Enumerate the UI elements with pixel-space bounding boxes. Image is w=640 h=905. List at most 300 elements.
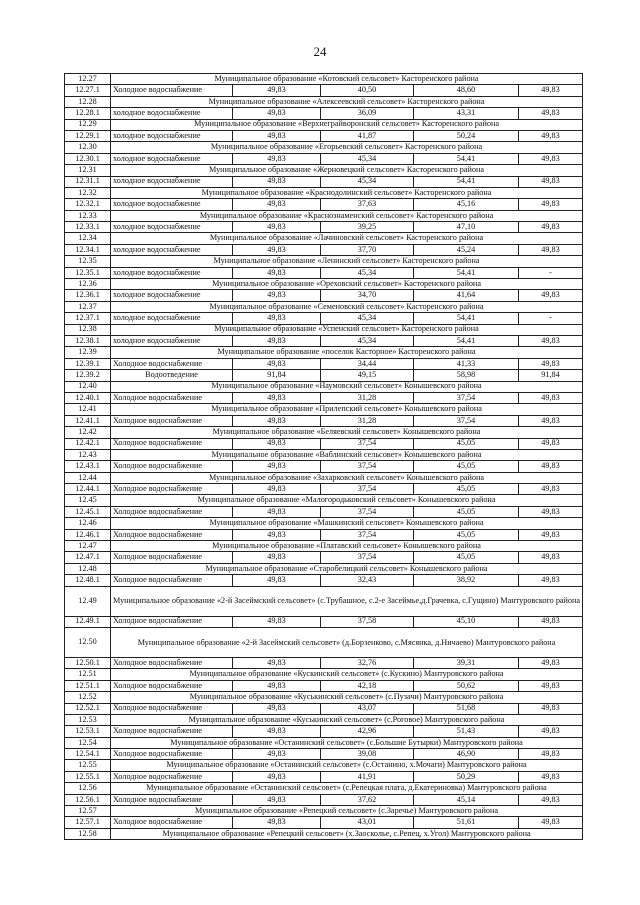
tariff-value-cell: 49,83 <box>233 461 321 472</box>
municipality-name-cell: Муниципальное образование «Кускинский сельсовет» (с.Кускино) Мантуровского района <box>111 669 583 680</box>
tariff-value-cell: 49,83 <box>233 703 321 714</box>
service-name-cell: Холодное водоснабжение <box>111 358 233 369</box>
municipality-name-cell: Муниципальное образование «Прилепский сельсовет» Конышевского района <box>111 404 583 415</box>
municipality-header-row <box>65 142 583 153</box>
tariff-value-cell: 45,34 <box>321 267 414 278</box>
row-code-cell: 12.29.1 <box>65 130 111 141</box>
tariff-data-row <box>65 529 583 540</box>
service-name-cell: холодное водоснабжение <box>111 290 233 301</box>
tariff-value-cell: 39,31 <box>414 657 519 668</box>
tariff-value-cell: 49,83 <box>233 817 321 828</box>
row-code-cell: 12.44 <box>65 472 111 483</box>
tariff-value-cell: 49,83 <box>233 506 321 517</box>
tariff-data-row <box>65 616 583 627</box>
tariff-data-row <box>65 703 583 714</box>
tariff-value-cell: 49,83 <box>519 726 583 737</box>
row-code-cell: 12.32.1 <box>65 199 111 210</box>
tariff-value-cell: 49,83 <box>519 575 583 586</box>
municipality-header-row <box>65 210 583 221</box>
tariff-value-cell: 49,83 <box>519 415 583 426</box>
service-name-cell: Холодное водоснабжение <box>111 749 233 760</box>
municipality-header-row <box>65 806 583 817</box>
tariff-value-cell: 37,54 <box>414 392 519 403</box>
tariff-data-row <box>65 438 583 449</box>
tariff-data-row <box>65 335 583 346</box>
tariff-value-cell: 43,07 <box>321 703 414 714</box>
municipality-header-row <box>65 96 583 107</box>
tariff-value-cell: 50,62 <box>414 680 519 691</box>
municipality-header-row <box>65 828 583 839</box>
municipality-name-cell: Муниципальное образование «Лачиновский сельсовет» Касторенского района <box>111 233 583 244</box>
row-code-cell: 12.27.1 <box>65 85 111 96</box>
municipality-header-row <box>65 518 583 529</box>
tariff-value-cell: 49,83 <box>233 85 321 96</box>
tariff-data-row <box>65 370 583 381</box>
municipality-header-row <box>65 563 583 574</box>
tariff-value-cell: 50,24 <box>414 130 519 141</box>
tariff-value-cell: 49,83 <box>519 552 583 563</box>
tariff-value-cell: 48,60 <box>414 85 519 96</box>
tariff-value-cell: 49,83 <box>519 657 583 668</box>
row-code-cell: 12.46 <box>65 518 111 529</box>
service-name-cell: холодное водоснабжение <box>111 153 233 164</box>
tariff-value-cell: 43,01 <box>321 817 414 828</box>
tariff-value-cell: 49,83 <box>233 438 321 449</box>
service-name-cell: Холодное водоснабжение <box>111 415 233 426</box>
row-code-cell: 12.55 <box>65 760 111 771</box>
tariff-value-cell: 45,05 <box>414 506 519 517</box>
municipality-name-cell: Муниципальное образование «Ваблинский сельсовет» Конышевского района <box>111 449 583 460</box>
tariff-value-cell: 49,83 <box>233 313 321 324</box>
tariff-value-cell: 34,44 <box>321 358 414 369</box>
tariff-value-cell: 37,54 <box>321 506 414 517</box>
municipality-name-cell: Муниципальное образование «Останинский сельсовет» (с.Большие Бутырки) Мантуровского района <box>111 737 583 748</box>
row-code-cell: 12.49.1 <box>65 616 111 627</box>
service-name-cell: Холодное водоснабжение <box>111 392 233 403</box>
row-code-cell: 12.34 <box>65 233 111 244</box>
tariff-value-cell: 32,76 <box>321 657 414 668</box>
service-name-cell: холодное водоснабжение <box>111 130 233 141</box>
tariff-data-row <box>65 153 583 164</box>
tariff-value-cell: 41,64 <box>414 290 519 301</box>
tariff-value-cell: 45,05 <box>414 529 519 540</box>
tariff-data-row <box>65 222 583 233</box>
row-code-cell: 12.58 <box>65 828 111 839</box>
tariff-value-cell: 49,83 <box>233 222 321 233</box>
tariff-value-cell: 42,18 <box>321 680 414 691</box>
tariff-value-cell: 45,05 <box>414 484 519 495</box>
tariff-data-row <box>65 244 583 255</box>
row-code-cell: 12.50 <box>65 627 111 657</box>
tariff-data-row <box>65 392 583 403</box>
municipality-name-cell: Муниципальное образование «Репецкий сельсовет» (с.Заречье) Мантуровского района <box>111 806 583 817</box>
municipality-name-cell: Муниципальное образование «Краснодолинский сельсовет» Касторенского района <box>111 187 583 198</box>
tariff-value-cell: 49,83 <box>233 657 321 668</box>
tariff-value-cell: 51,68 <box>414 703 519 714</box>
municipality-header-row <box>65 692 583 703</box>
row-code-cell: 12.40.1 <box>65 392 111 403</box>
tariff-value-cell: 49,83 <box>519 506 583 517</box>
service-name-cell: холодное водоснабжение <box>111 244 233 255</box>
tariff-value-cell: 49,83 <box>519 680 583 691</box>
tariff-value-cell: 34,70 <box>321 290 414 301</box>
service-name-cell: Холодное водоснабжение <box>111 506 233 517</box>
row-code-cell: 12.37 <box>65 301 111 312</box>
tariff-value-cell: 49,83 <box>233 244 321 255</box>
municipality-name-cell: Муниципальное образование «Ленинский сельсовет» Касторенского района <box>111 256 583 267</box>
municipality-header-row <box>65 449 583 460</box>
row-code-cell: 12.47 <box>65 541 111 552</box>
tariff-value-cell: 45,34 <box>321 313 414 324</box>
service-name-cell: Холодное водоснабжение <box>111 529 233 540</box>
tariff-value-cell: 39,08 <box>321 749 414 760</box>
tariff-value-cell: 42,96 <box>321 726 414 737</box>
row-code-cell: 12.41 <box>65 404 111 415</box>
tariff-value-cell: 47,10 <box>414 222 519 233</box>
municipality-name-cell: Муниципальное образование «Краснознаменский сельсовет» Касторенского района <box>111 210 583 221</box>
tariff-value-cell: 49,83 <box>519 85 583 96</box>
tariff-value-cell: 49,83 <box>519 771 583 782</box>
row-code-cell: 12.41.1 <box>65 415 111 426</box>
tariff-value-cell: 41,33 <box>414 358 519 369</box>
service-name-cell: Водоотведение <box>111 370 233 381</box>
municipality-header-row <box>65 404 583 415</box>
tariff-data-row <box>65 749 583 760</box>
municipality-name-cell: Муниципальное образование «Репецкий сельсовет» (х.Заосколье, с.Репец, х.Угол) Мантуровского района <box>111 828 583 839</box>
municipality-header-row <box>65 586 583 616</box>
municipality-name-cell: Муниципальное образование «Алексеевский сельсовет» Касторенского района <box>111 96 583 107</box>
tariff-value-cell: 49,83 <box>233 771 321 782</box>
tariff-value-cell: 31,28 <box>321 415 414 426</box>
municipality-header-row <box>65 165 583 176</box>
tariff-value-cell: 45,14 <box>414 794 519 805</box>
municipality-name-cell: Муниципальное образование «поселок Касторное» Касторенского района <box>111 347 583 358</box>
tariff-value-cell: 49,83 <box>519 749 583 760</box>
municipality-name-cell: Муниципальное образование «Беляевский сельсовет» Конышевского района <box>111 427 583 438</box>
tariff-value-cell: 49,83 <box>519 290 583 301</box>
tariff-value-cell: 37,54 <box>321 552 414 563</box>
municipality-name-cell: Муниципальное образование «Егорьевский сельсовет» Касторенского района <box>111 142 583 153</box>
tariff-value-cell: 49,83 <box>233 176 321 187</box>
tariff-value-cell: 51,61 <box>414 817 519 828</box>
row-code-cell: 12.30.1 <box>65 153 111 164</box>
service-name-cell: холодное водоснабжение <box>111 176 233 187</box>
tariff-data-row <box>65 771 583 782</box>
tariff-data-row <box>65 176 583 187</box>
service-name-cell: Холодное водоснабжение <box>111 817 233 828</box>
municipality-header-row <box>65 627 583 657</box>
row-code-cell: 12.51 <box>65 669 111 680</box>
row-code-cell: 12.39 <box>65 347 111 358</box>
tariff-value-cell: 49,83 <box>519 108 583 119</box>
row-code-cell: 12.43 <box>65 449 111 460</box>
municipality-name-cell: Муниципальное образование «Куськинский сельсовет» (с.Пузачи) Мантуровского района <box>111 692 583 703</box>
tariff-value-cell: 50,29 <box>414 771 519 782</box>
tariff-value-cell: - <box>519 267 583 278</box>
municipality-name-cell: Муниципальное образование «Семеновский сельсовет» Касторенского района <box>111 301 583 312</box>
service-name-cell: холодное водоснабжение <box>111 313 233 324</box>
tariff-value-cell: 43,31 <box>414 108 519 119</box>
tariff-data-row <box>65 358 583 369</box>
tariff-value-cell: 49,83 <box>519 244 583 255</box>
row-code-cell: 12.35.1 <box>65 267 111 278</box>
municipality-name-cell: Муниципальное образование «Останинский сельсовет» (с.Останино, х.Мочаги) Мантуровского района <box>111 760 583 771</box>
row-code-cell: 12.34.1 <box>65 244 111 255</box>
row-code-cell: 12.38 <box>65 324 111 335</box>
service-name-cell: Холодное водоснабжение <box>111 85 233 96</box>
municipality-header-row <box>65 119 583 130</box>
row-code-cell: 12.55.1 <box>65 771 111 782</box>
tariff-value-cell: 49,83 <box>233 358 321 369</box>
tariff-value-cell: 49,83 <box>519 153 583 164</box>
row-code-cell: 12.28.1 <box>65 108 111 119</box>
tariff-value-cell: 49,83 <box>233 726 321 737</box>
tariff-value-cell: 49,83 <box>233 267 321 278</box>
row-code-cell: 12.36.1 <box>65 290 111 301</box>
tariff-value-cell: 37,54 <box>321 438 414 449</box>
service-name-cell: холодное водоснабжение <box>111 108 233 119</box>
row-code-cell: 12.54.1 <box>65 749 111 760</box>
row-code-cell: 12.53.1 <box>65 726 111 737</box>
tariff-value-cell: 54,41 <box>414 176 519 187</box>
tariff-value-cell: 45,24 <box>414 244 519 255</box>
municipality-name-cell: Муниципальное образование «Котовский сельсовет» Касторенского района <box>111 74 583 85</box>
tariff-value-cell: 39,25 <box>321 222 414 233</box>
municipality-header-row <box>65 472 583 483</box>
tariff-value-cell: 45,16 <box>414 199 519 210</box>
row-code-cell: 12.50.1 <box>65 657 111 668</box>
tariff-value-cell: 49,83 <box>233 616 321 627</box>
municipality-header-row <box>65 279 583 290</box>
tariff-data-row <box>65 817 583 828</box>
tariff-value-cell: 49,83 <box>233 415 321 426</box>
tariff-value-cell: 37,62 <box>321 794 414 805</box>
row-code-cell: 12.40 <box>65 381 111 392</box>
tariff-data-row <box>65 313 583 324</box>
tariff-data-row <box>65 794 583 805</box>
row-code-cell: 12.56.1 <box>65 794 111 805</box>
row-code-cell: 12.42 <box>65 427 111 438</box>
municipality-header-row <box>65 74 583 85</box>
service-name-cell: Холодное водоснабжение <box>111 726 233 737</box>
tariff-value-cell: 49,83 <box>233 392 321 403</box>
tariff-value-cell: 49,83 <box>519 199 583 210</box>
tariff-value-cell: 54,41 <box>414 153 519 164</box>
tariff-data-row <box>65 130 583 141</box>
row-code-cell: 12.45 <box>65 495 111 506</box>
row-code-cell: 12.52.1 <box>65 703 111 714</box>
municipality-name-cell: Муниципальное образование «Наумовский сельсовет» Конышевского района <box>111 381 583 392</box>
tariff-value-cell: 91,84 <box>233 370 321 381</box>
municipality-name-cell: Муниципальное образование «Жерновецкий сельсовет» Касторенского района <box>111 165 583 176</box>
tariff-value-cell: 49,83 <box>519 222 583 233</box>
row-code-cell: 12.52 <box>65 692 111 703</box>
tariff-value-cell: 51,43 <box>414 726 519 737</box>
service-name-cell: Холодное водоснабжение <box>111 438 233 449</box>
tariff-value-cell: 49,83 <box>233 108 321 119</box>
tariff-data-row <box>65 506 583 517</box>
municipality-header-row <box>65 381 583 392</box>
municipality-name-cell: Муниципальное образование «Старобелицкий сельсовет» Конышевского района <box>111 563 583 574</box>
tariff-value-cell: 49,83 <box>519 484 583 495</box>
tariff-value-cell: 49,83 <box>519 438 583 449</box>
tariff-value-cell: 37,54 <box>321 529 414 540</box>
municipality-header-row <box>65 669 583 680</box>
row-code-cell: 12.47.1 <box>65 552 111 563</box>
service-name-cell: холодное водоснабжение <box>111 199 233 210</box>
tariff-value-cell: 49,83 <box>233 552 321 563</box>
tariff-value-cell: 45,34 <box>321 153 414 164</box>
row-code-cell: 12.33 <box>65 210 111 221</box>
tariff-data-row <box>65 415 583 426</box>
service-name-cell: Холодное водоснабжение <box>111 794 233 805</box>
row-code-cell: 12.31.1 <box>65 176 111 187</box>
service-name-cell: холодное водоснабжение <box>111 267 233 278</box>
tariff-data-row <box>65 680 583 691</box>
tariff-value-cell: 49,83 <box>233 199 321 210</box>
tariff-value-cell: 41,91 <box>321 771 414 782</box>
service-name-cell: Холодное водоснабжение <box>111 616 233 627</box>
service-name-cell: Холодное водоснабжение <box>111 484 233 495</box>
tariff-value-cell: 49,83 <box>519 392 583 403</box>
row-code-cell: 12.32 <box>65 187 111 198</box>
service-name-cell: Холодное водоснабжение <box>111 552 233 563</box>
tariff-value-cell: 49,83 <box>519 176 583 187</box>
municipality-header-row <box>65 737 583 748</box>
tariff-value-cell: 49,83 <box>233 680 321 691</box>
tariff-value-cell: 37,63 <box>321 199 414 210</box>
tariff-data-row <box>65 199 583 210</box>
tariff-value-cell: 36,09 <box>321 108 414 119</box>
tariff-data-row <box>65 85 583 96</box>
tariff-value-cell: 49,83 <box>233 153 321 164</box>
municipality-header-row <box>65 347 583 358</box>
tariff-data-row <box>65 657 583 668</box>
row-code-cell: 12.39.1 <box>65 358 111 369</box>
row-code-cell: 12.57 <box>65 806 111 817</box>
service-name-cell: Холодное водоснабжение <box>111 657 233 668</box>
tariff-value-cell: 91,84 <box>519 370 583 381</box>
tariff-value-cell: 45,05 <box>414 552 519 563</box>
tariff-value-cell: - <box>519 313 583 324</box>
row-code-cell: 12.43.1 <box>65 461 111 472</box>
tariff-value-cell: 49,83 <box>519 794 583 805</box>
tariff-value-cell: 37,70 <box>321 244 414 255</box>
row-code-cell: 12.46.1 <box>65 529 111 540</box>
tariff-value-cell: 49,83 <box>519 335 583 346</box>
row-code-cell: 12.54 <box>65 737 111 748</box>
row-code-cell: 12.29 <box>65 119 111 130</box>
row-code-cell: 12.53 <box>65 714 111 725</box>
row-code-cell: 12.45.1 <box>65 506 111 517</box>
municipality-name-cell: Муниципальное образование «Верхнеграйворонский сельсовет» Касторенского района <box>111 119 583 130</box>
row-code-cell: 12.51.1 <box>65 680 111 691</box>
tariff-value-cell: 49,83 <box>519 817 583 828</box>
row-code-cell: 12.38.1 <box>65 335 111 346</box>
tariff-value-cell: 37,54 <box>321 484 414 495</box>
tariff-value-cell: 49,83 <box>519 616 583 627</box>
tariff-value-cell: 41,87 <box>321 130 414 141</box>
row-code-cell: 12.56 <box>65 783 111 794</box>
tariff-value-cell: 49,83 <box>233 749 321 760</box>
row-code-cell: 12.35 <box>65 256 111 267</box>
tariff-value-cell: 45,05 <box>414 438 519 449</box>
tariff-value-cell: 49,83 <box>233 290 321 301</box>
tariff-value-cell: 45,10 <box>414 616 519 627</box>
tariff-value-cell: 38,92 <box>414 575 519 586</box>
municipality-name-cell: Муниципальное образование «Малогородьковский сельсовет» Конышевского района <box>111 495 583 506</box>
row-code-cell: 12.57.1 <box>65 817 111 828</box>
municipality-header-row <box>65 256 583 267</box>
tariff-data-row <box>65 552 583 563</box>
tariff-value-cell: 40,50 <box>321 85 414 96</box>
row-code-cell: 12.33.1 <box>65 222 111 233</box>
tariff-value-cell: 45,34 <box>321 176 414 187</box>
service-name-cell: Холодное водоснабжение <box>111 575 233 586</box>
row-code-cell: 12.36 <box>65 279 111 290</box>
municipality-header-row <box>65 427 583 438</box>
row-code-cell: 12.31 <box>65 165 111 176</box>
tariff-data-row <box>65 484 583 495</box>
service-name-cell: Холодное водоснабжение <box>111 703 233 714</box>
tariff-value-cell: 49,83 <box>519 529 583 540</box>
tariff-value-cell: 49,83 <box>519 703 583 714</box>
tariff-value-cell: 49,83 <box>519 461 583 472</box>
row-code-cell: 12.27 <box>65 74 111 85</box>
municipality-name-cell: Муниципальное образование «Захарковский сельсовет» Конышевского района <box>111 472 583 483</box>
tariff-table-body <box>65 74 583 840</box>
row-code-cell: 12.48.1 <box>65 575 111 586</box>
tariff-value-cell: 49,83 <box>233 529 321 540</box>
service-name-cell: Холодное водоснабжение <box>111 680 233 691</box>
municipality-header-row <box>65 783 583 794</box>
tariff-data-row <box>65 575 583 586</box>
municipality-name-cell: Муниципальное образование «Ореховский сельсовет» Касторенского района <box>111 279 583 290</box>
tariff-value-cell: 32,43 <box>321 575 414 586</box>
tariff-data-row <box>65 290 583 301</box>
tariff-value-cell: 54,41 <box>414 267 519 278</box>
tariff-value-cell: 58,98 <box>414 370 519 381</box>
tariff-value-cell: 37,58 <box>321 616 414 627</box>
tariff-value-cell: 49,83 <box>233 575 321 586</box>
service-name-cell: Холодное водоснабжение <box>111 461 233 472</box>
municipality-header-row <box>65 301 583 312</box>
service-name-cell: Холодное водоснабжение <box>111 771 233 782</box>
row-code-cell: 12.42.1 <box>65 438 111 449</box>
municipality-header-row <box>65 714 583 725</box>
tariff-value-cell: 45,34 <box>321 335 414 346</box>
tariff-value-cell: 49,83 <box>233 335 321 346</box>
row-code-cell: 12.49 <box>65 586 111 616</box>
tariff-table <box>64 73 583 840</box>
service-name-cell: холодное водоснабжение <box>111 222 233 233</box>
tariff-value-cell: 37,54 <box>321 461 414 472</box>
row-code-cell: 12.28 <box>65 96 111 107</box>
row-code-cell: 12.37.1 <box>65 313 111 324</box>
tariff-value-cell: 46,90 <box>414 749 519 760</box>
tariff-data-row <box>65 267 583 278</box>
municipality-header-row <box>65 760 583 771</box>
page-number: 24 <box>313 44 327 59</box>
municipality-name-cell: Муниципальное образование «Машкинский сельсовет» Конышевского района <box>111 518 583 529</box>
tariff-data-row <box>65 726 583 737</box>
municipality-name-cell: Муниципальное образование «2-й Засеймский сельсовет» (с.Трубашное, с.2-е Засеймье,д.Грачевка, с.Гущино) Мантуровского района <box>111 586 583 616</box>
municipality-header-row <box>65 324 583 335</box>
municipality-name-cell: Муниципальное образование «Платавский сельсовет» Конышевского района <box>111 541 583 552</box>
municipality-header-row <box>65 541 583 552</box>
tariff-value-cell: 31,28 <box>321 392 414 403</box>
service-name-cell: холодное водоснабжение <box>111 335 233 346</box>
